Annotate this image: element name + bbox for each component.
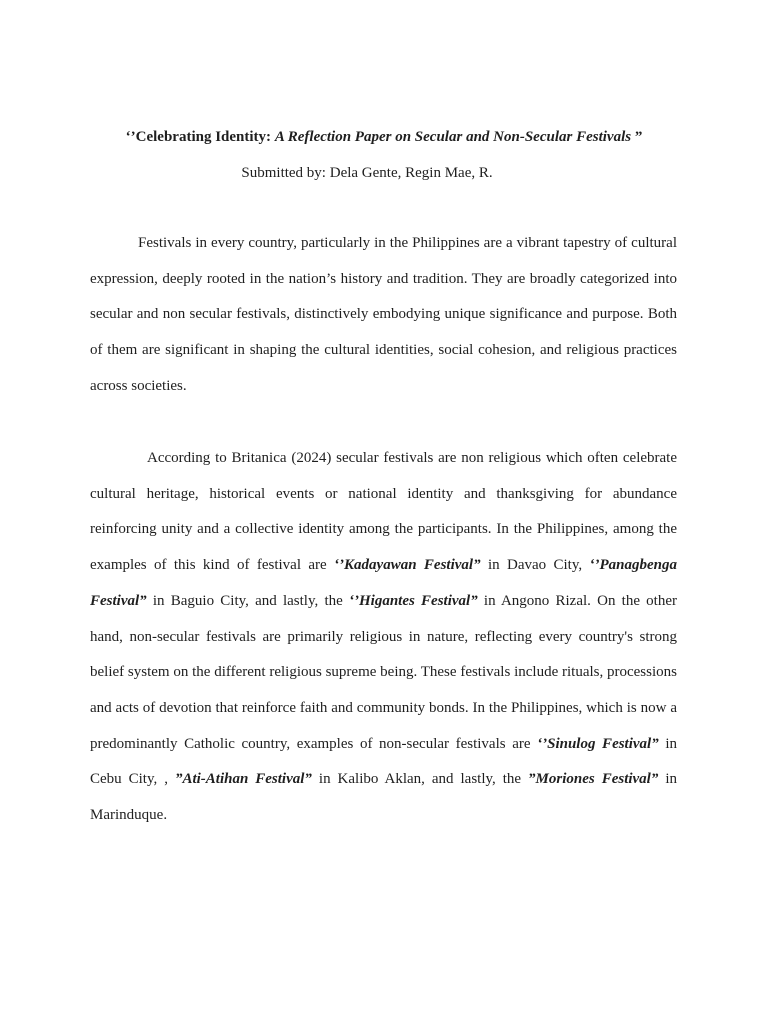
festival-name-ati-atihan: ”Ati-Atihan Festival” <box>174 771 312 788</box>
festival-name-panagbenga: ‘’Panagbenga Festival” <box>90 557 677 609</box>
body-text-segment: in Marinduque. <box>90 771 677 824</box>
document-title <box>0 127 768 147</box>
festival-name-moriones: ”Moriones Festival” <box>528 771 659 788</box>
festival-name-kadayawan: ‘’Kadayawan Festival” <box>334 557 481 574</box>
body-text-segment: in Angono Rizal. On the other hand, non-secular festivals are primarily religious in nature, reflecting every country's strong belief system on the different religious supreme being. These festivals include rituals, processions and acts of devotion that reinforce faith and community bonds. In the Philippines, which is now a predominantly Catholic country, examples of non-secular festivals are <box>90 592 677 752</box>
submitted-label: Submitted by: <box>241 165 330 181</box>
paragraph-body <box>90 441 677 834</box>
submitted-by-line <box>0 163 734 183</box>
body-text-segment: According to Britanica (2024) secular festivals are non religious which often celebrate cultural heritage, historical events or national identity and thanksgiving for abundance reinforcing unity and a collective identity among the participants. In the Philippines, among the examples of this kind of festival are <box>90 450 677 574</box>
author-name: Dela Gente, Regin Mae, R. <box>329 165 493 181</box>
title-main: ‘’Celebrating Identity: <box>125 129 275 145</box>
body-text-segment: in Baguio City, and lastly, the <box>146 592 349 609</box>
paragraph-intro-text: Festivals in every country, particularly in the Philippines are a vibrant tapestry of cultural expression, deeply rooted in the nation’s history and tradition. They are broadly categorized into secular and non secular festivals, distinctively embodying unique significance and purpose. Both of them are significant in shaping the cultural identities, social cohesion, and religious practices across societies. <box>90 235 677 394</box>
body-text-segment: in Cebu City, , <box>90 735 678 788</box>
festival-name-sinulog: ‘’Sinulog Festival” <box>537 735 659 752</box>
festival-name-higantes: ‘’Higantes Festival” <box>349 592 478 609</box>
paragraph-intro <box>90 226 677 405</box>
body-text-segment: in Kalibo Aklan, and lastly, the <box>311 771 529 788</box>
title-close-quote: ” <box>631 129 643 145</box>
title-subtitle: A Reflection Paper on Secular and Non-Secular Festivals <box>274 129 632 145</box>
body-text-segment: in Davao City, <box>480 557 590 574</box>
